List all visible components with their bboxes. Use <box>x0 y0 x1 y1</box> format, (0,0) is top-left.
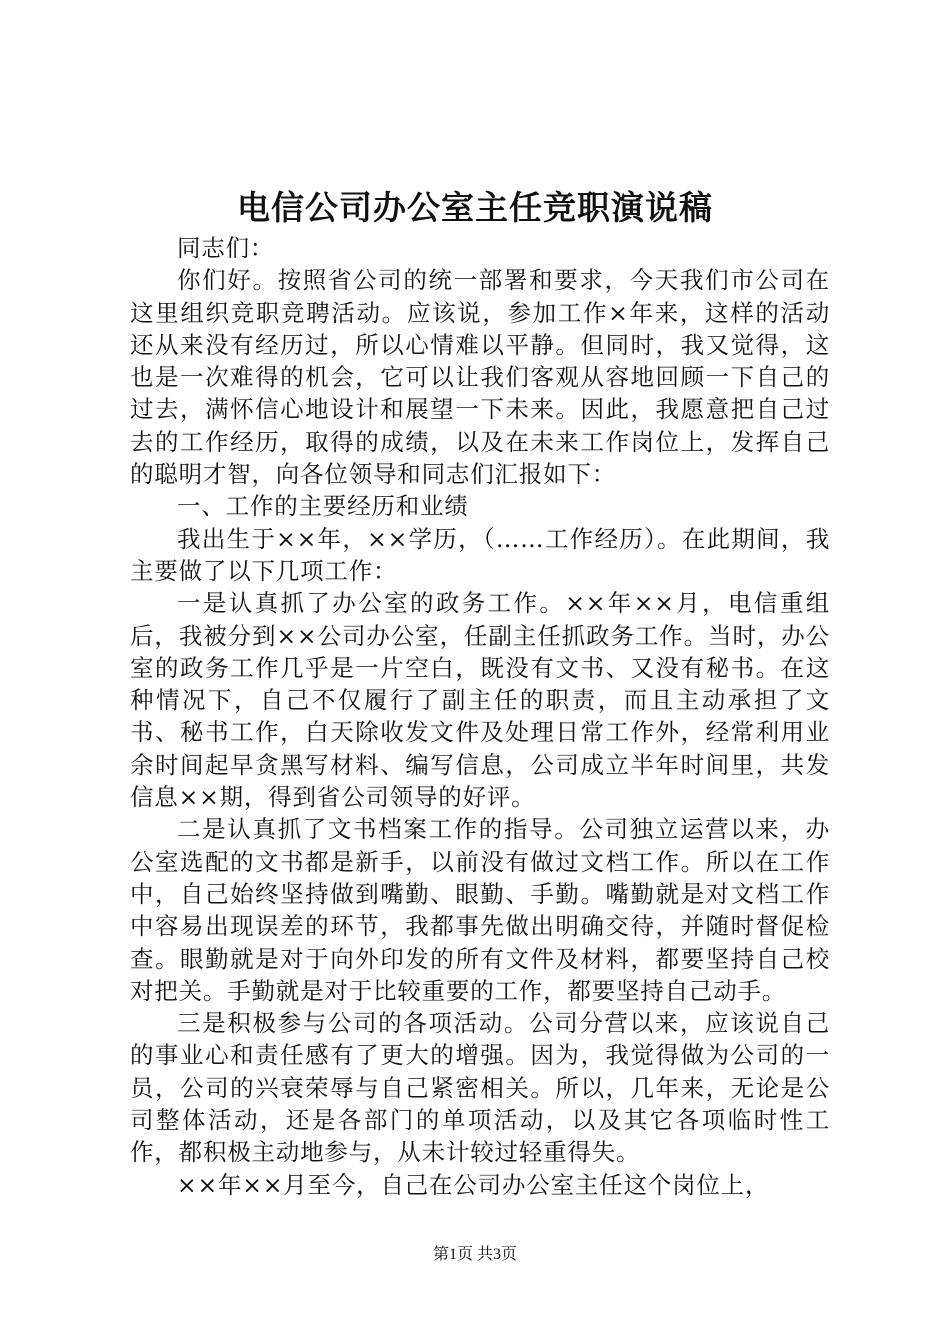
work-item-1-paragraph: 一是认真抓了办公室的政务工作。××年××月，电信重组后，我被分到××公司办公室，任副主任抓政务工作。当时，办公室的政务工作几乎是一片空白，既没有文书、又没有秘书。在这种情况下，自己不仅履行了副主任的职责，而且主动承担了文书、秘书工作，白天除收发文件及处理日常工作外，经常利用业余时间起早贪黑写材料、编写信息，公司成立半年时间里，共发信息××期，得到省公司领导的好评。 <box>130 589 830 812</box>
document-title: 电信公司办公室主任竞职演说稿 <box>237 188 713 227</box>
work-item-2-paragraph: 二是认真抓了文书档案工作的指导。公司独立运营以来，办公室选配的文书都是新手，以前没有做过文档工作。所以在工作中，自己始终坚持做到嘴勤、眼勤、手勤。嘴勤就是对文档工作中容易出现误差的环节，我都事先做出明确交待，并随时督促检查。眼勤就是对于向外印发的所有文件及材料，都要坚持自己校对把关。手勤就是对于比较重要的工作，都要坚持自己动手。 <box>130 815 830 1005</box>
work-item-3-paragraph: 三是积极参与公司的各项活动。公司分营以来，应该说自己的事业心和责任感有了更大的增强。因为，我觉得做为公司的一员，公司的兴衰荣辱与自己紧密相关。所以，几年来，无论是公司整体活动，还是各部门的单项活动，以及其它各项临时性工作，都积极主动地参与，从未计较过轻重得失。 <box>130 1009 830 1167</box>
section-heading: 一、工作的主要经历和业绩 <box>177 492 469 521</box>
page-footer: 第1页 共3页 <box>432 1246 517 1263</box>
salutation-paragraph: 同志们： <box>177 234 275 262</box>
document-body <box>130 232 830 1201</box>
opening-paragraph: 你们好。按照省公司的统一部署和要求，今天我们市公司在这里组织竞职竞聘活动。应该说，参加工作×年来，这样的活动还从来没有经历过，所以心情难以平静。但同时，我又觉得，这也是一次难得的机会，它可以让我们客观从容地回顾一下自己的过去，满怀信心地设计和展望一下未来。因此，我愿意把自己过去的工作经历，取得的成绩，以及在未来工作岗位上，发挥自己的聪明才智，向各位领导和同志们汇报如下： <box>130 266 830 489</box>
current-role-paragraph: ××年××月至今，自己在公司办公室主任这个岗位上， <box>177 1170 770 1199</box>
background-paragraph: 我出生于××年，××学历，（……工作经历）。在此期间，我主要做了以下几项工作： <box>130 524 830 585</box>
